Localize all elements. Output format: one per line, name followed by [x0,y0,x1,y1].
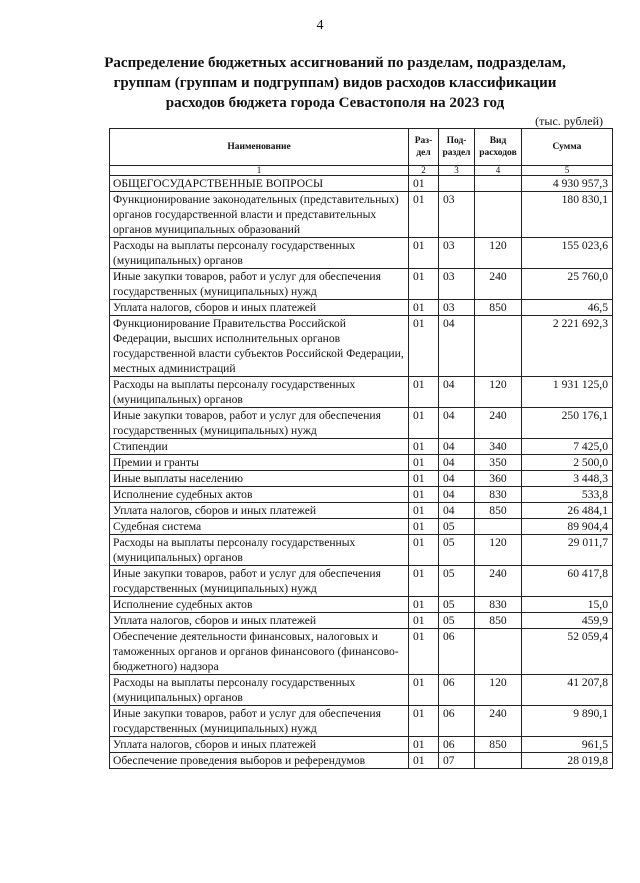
document-title: Распределение бюджетных ассигнований по разделам, подразделам, группам (группам и подгруппам) видов расходов классификации расходов бюджета города Севастополя на 2023 год [104,55,566,111]
cell-name: Уплата налогов, сборов и иных платежей [110,613,409,629]
table-header-row [110,129,613,166]
cell-vid: 120 [475,377,522,408]
cell-vid: 120 [475,238,522,269]
cell-summa: 2 500,0 [522,455,613,471]
cell-podrazdel: 04 [439,408,475,439]
table-row [110,455,613,471]
cell-podrazdel: 04 [439,455,475,471]
cell-name: Функционирование законодательных (представительных) органов государственной власти и представительных органов муниципальных образований [110,192,409,238]
cell-vid [475,753,522,769]
table-row [110,439,613,455]
cell-podrazdel: 05 [439,597,475,613]
cell-summa: 155 023,6 [522,238,613,269]
cell-podrazdel [439,176,475,192]
header-vid: Вид расходов [475,129,522,166]
cell-name: Иные закупки товаров, работ и услуг для обеспечения государственных (муниципальных) нужд [110,706,409,737]
cell-name: Обеспечение проведения выборов и референдумов [110,753,409,769]
cell-summa: 15,0 [522,597,613,613]
cell-vid [475,316,522,377]
table-row [110,408,613,439]
cell-razdel: 01 [409,535,439,566]
table-row [110,238,613,269]
cell-name: Расходы на выплаты персоналу государственных (муниципальных) органов [110,675,409,706]
cell-vid: 850 [475,300,522,316]
cell-summa: 2 221 692,3 [522,316,613,377]
cell-summa: 60 417,8 [522,566,613,597]
cell-name: ОБЩЕГОСУДАРСТВЕННЫЕ ВОПРОСЫ [110,176,409,192]
cell-vid [475,629,522,675]
cell-podrazdel: 05 [439,519,475,535]
cell-name: Обеспечение деятельности финансовых, налоговых и таможенных органов и органов финансового (финансово-бюджетного) надзора [110,629,409,675]
cell-podrazdel: 06 [439,675,475,706]
units-note: (тыс. рублей) [535,114,603,128]
cell-vid [475,192,522,238]
cell-podrazdel: 04 [439,487,475,503]
page-number: 4 [316,18,324,33]
budget-table [109,128,613,769]
cell-razdel: 01 [409,566,439,597]
table-row [110,566,613,597]
cell-podrazdel: 05 [439,566,475,597]
cell-razdel: 01 [409,487,439,503]
table-row [110,753,613,769]
column-numbers-row [110,166,613,176]
header-podrazdel: Под-раздел [439,129,475,166]
cell-vid: 360 [475,471,522,487]
cell-razdel: 01 [409,706,439,737]
cell-vid: 850 [475,737,522,753]
cell-razdel: 01 [409,629,439,675]
table-row [110,706,613,737]
cell-vid: 240 [475,706,522,737]
cell-name: Стипендии [110,439,409,455]
cell-razdel: 01 [409,269,439,300]
table-row [110,300,613,316]
header-name: Наименование [110,129,409,166]
cell-vid: 830 [475,487,522,503]
column-number: 4 [475,166,522,176]
cell-podrazdel: 04 [439,471,475,487]
cell-summa: 7 425,0 [522,439,613,455]
cell-name: Иные закупки товаров, работ и услуг для обеспечения государственных (муниципальных) нужд [110,408,409,439]
cell-podrazdel: 04 [439,377,475,408]
cell-name: Исполнение судебных актов [110,597,409,613]
cell-summa: 41 207,8 [522,675,613,706]
cell-razdel: 01 [409,675,439,706]
cell-podrazdel: 06 [439,706,475,737]
cell-razdel: 01 [409,471,439,487]
cell-razdel: 01 [409,503,439,519]
cell-podrazdel: 03 [439,192,475,238]
cell-razdel: 01 [409,408,439,439]
cell-vid: 240 [475,408,522,439]
cell-podrazdel: 03 [439,238,475,269]
cell-razdel: 01 [409,439,439,455]
cell-vid: 120 [475,675,522,706]
table-row [110,597,613,613]
table-row [110,737,613,753]
cell-summa: 29 011,7 [522,535,613,566]
cell-podrazdel: 05 [439,535,475,566]
table-row [110,487,613,503]
cell-name: Уплата налогов, сборов и иных платежей [110,300,409,316]
cell-razdel: 01 [409,192,439,238]
table-row [110,269,613,300]
cell-vid [475,176,522,192]
cell-name: Иные закупки товаров, работ и услуг для обеспечения государственных (муниципальных) нужд [110,269,409,300]
cell-razdel: 01 [409,300,439,316]
cell-razdel: 01 [409,597,439,613]
cell-podrazdel: 04 [439,316,475,377]
cell-name: Иные выплаты населению [110,471,409,487]
cell-vid: 240 [475,566,522,597]
cell-summa: 25 760,0 [522,269,613,300]
cell-podrazdel: 04 [439,439,475,455]
cell-razdel: 01 [409,316,439,377]
cell-razdel: 01 [409,238,439,269]
cell-podrazdel: 06 [439,737,475,753]
cell-summa: 180 830,1 [522,192,613,238]
table-row [110,629,613,675]
cell-podrazdel: 04 [439,503,475,519]
table-row [110,316,613,377]
table-row [110,613,613,629]
cell-name: Расходы на выплаты персоналу государственных (муниципальных) органов [110,377,409,408]
cell-podrazdel: 03 [439,269,475,300]
cell-razdel: 01 [409,753,439,769]
cell-summa: 961,5 [522,737,613,753]
cell-summa: 459,9 [522,613,613,629]
column-number: 5 [522,166,613,176]
cell-vid: 850 [475,503,522,519]
cell-name: Исполнение судебных актов [110,487,409,503]
cell-razdel: 01 [409,737,439,753]
cell-name: Уплата налогов, сборов и иных платежей [110,503,409,519]
cell-summa: 26 484,1 [522,503,613,519]
cell-name: Расходы на выплаты персоналу государственных (муниципальных) органов [110,535,409,566]
cell-vid: 240 [475,269,522,300]
cell-summa: 250 176,1 [522,408,613,439]
cell-summa: 533,8 [522,487,613,503]
table-row [110,535,613,566]
column-number: 1 [110,166,409,176]
table-row [110,377,613,408]
cell-razdel: 01 [409,377,439,408]
cell-summa: 28 019,8 [522,753,613,769]
table-row [110,471,613,487]
cell-razdel: 01 [409,613,439,629]
cell-vid [475,519,522,535]
cell-summa: 52 059,4 [522,629,613,675]
table-row [110,192,613,238]
table-row [110,503,613,519]
cell-summa: 3 448,3 [522,471,613,487]
cell-name: Судебная система [110,519,409,535]
cell-vid: 830 [475,597,522,613]
cell-podrazdel: 06 [439,629,475,675]
cell-summa: 1 931 125,0 [522,377,613,408]
cell-vid: 350 [475,455,522,471]
cell-name: Премии и гранты [110,455,409,471]
cell-name: Иные закупки товаров, работ и услуг для обеспечения государственных (муниципальных) нужд [110,566,409,597]
column-number: 3 [439,166,475,176]
cell-summa: 46,5 [522,300,613,316]
cell-name: Расходы на выплаты персоналу государственных (муниципальных) органов [110,238,409,269]
table-row [110,519,613,535]
column-number: 2 [409,166,439,176]
cell-name: Уплата налогов, сборов и иных платежей [110,737,409,753]
cell-podrazdel: 03 [439,300,475,316]
header-razdel: Раз-дел [409,129,439,166]
cell-summa: 89 904,4 [522,519,613,535]
table-row [110,675,613,706]
cell-vid: 340 [475,439,522,455]
table-row [110,176,613,192]
cell-name: Функционирование Правительства Российской Федерации, высших исполнительных органов государственной власти субъектов Российской Федерации, местных администраций [110,316,409,377]
header-summa: Сумма [522,129,613,166]
cell-summa: 9 890,1 [522,706,613,737]
cell-podrazdel: 05 [439,613,475,629]
cell-podrazdel: 07 [439,753,475,769]
cell-summa: 4 930 957,3 [522,176,613,192]
table-body [110,176,613,769]
cell-vid: 850 [475,613,522,629]
cell-razdel: 01 [409,519,439,535]
cell-razdel: 01 [409,455,439,471]
cell-vid: 120 [475,535,522,566]
cell-razdel: 01 [409,176,439,192]
